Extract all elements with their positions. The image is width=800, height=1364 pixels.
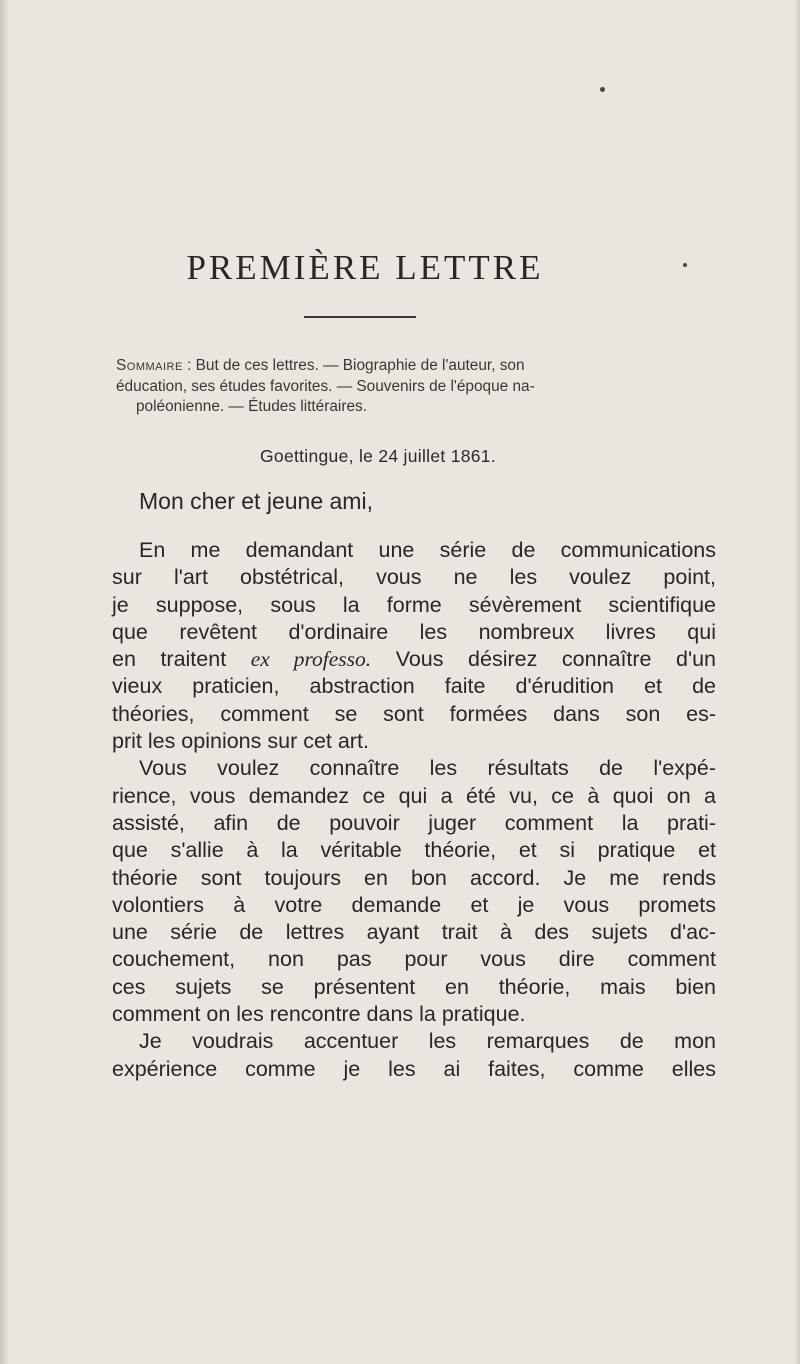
text-line [112,646,716,673]
chapter-heading: PREMIÈRE LETTRE [186,248,544,287]
italic-latin-phrase: ex professo. [250,647,372,672]
text-fragment: Vous désirez connaître d'un [371,647,717,672]
text-line: je suppose, sous la forme sévèrement scientifique [112,592,716,617]
text-line: En me demandant une série de communications [139,538,716,562]
text-line: ces sujets se présentent en théorie, mais bien [112,974,716,999]
text-line: volontiers à votre demande et je vous promets [112,892,716,917]
letter-body [112,537,722,1083]
text-line: comment on les rencontre dans la pratique. [112,1002,526,1027]
text-line: une série de lettres ayant trait à des sujets d'ac- [112,920,716,945]
text-line: vieux praticien, abstraction faite d'érudition et de [112,674,716,699]
text-line: théorie sont toujours en bon accord. Je me rends [112,865,716,890]
dateline: Goettingue, le 24 juillet 1861. [260,446,496,466]
text-line: rience, vous demandez ce qui a été vu, ce à quoi on a [112,783,716,808]
summary-line-3: poléonienne. — Études littéraires. [136,398,367,415]
text-line: que s'allie à la véritable théorie, et si pratique et [112,838,716,863]
print-speck [683,263,687,267]
text-line: que revêtent d'ordinaire les nombreux livres qui [112,619,716,644]
text-line: prit les opinions sur cet art. [112,729,369,754]
text-line: sur l'art obstétrical, vous ne les voulez point, [112,565,716,590]
chapter-summary [116,356,716,418]
page-edge-left [0,0,8,1364]
summary-label: Sommaire [116,357,183,374]
text-line: théories, comment se sont formées dans son es- [112,701,716,726]
text-line: couchement, non pas pour vous dire comment [112,947,716,972]
summary-line-1 [116,356,716,377]
text-line: Vous voulez connaître les résultats de l'expé- [139,756,716,781]
text-fragment: en traitent [112,647,251,672]
print-speck [600,87,605,92]
summary-line-2: éducation, ses études favorites. — Souvenirs de l'époque na- [116,377,535,395]
salutation: Mon cher et jeune ami, [139,488,373,514]
text-line: expérience comme je les ai faites, comme elles [112,1056,716,1081]
heading-rule [304,316,416,318]
summary-line-1-text: : But de ces lettres. — Biographie de l'auteur, son [182,357,525,374]
text-line: assisté, afin de pouvoir juger comment la prati- [112,810,716,835]
page-edge-right [794,0,800,1364]
text-line: Je voudrais accentuer les remarques de mon [139,1029,716,1054]
